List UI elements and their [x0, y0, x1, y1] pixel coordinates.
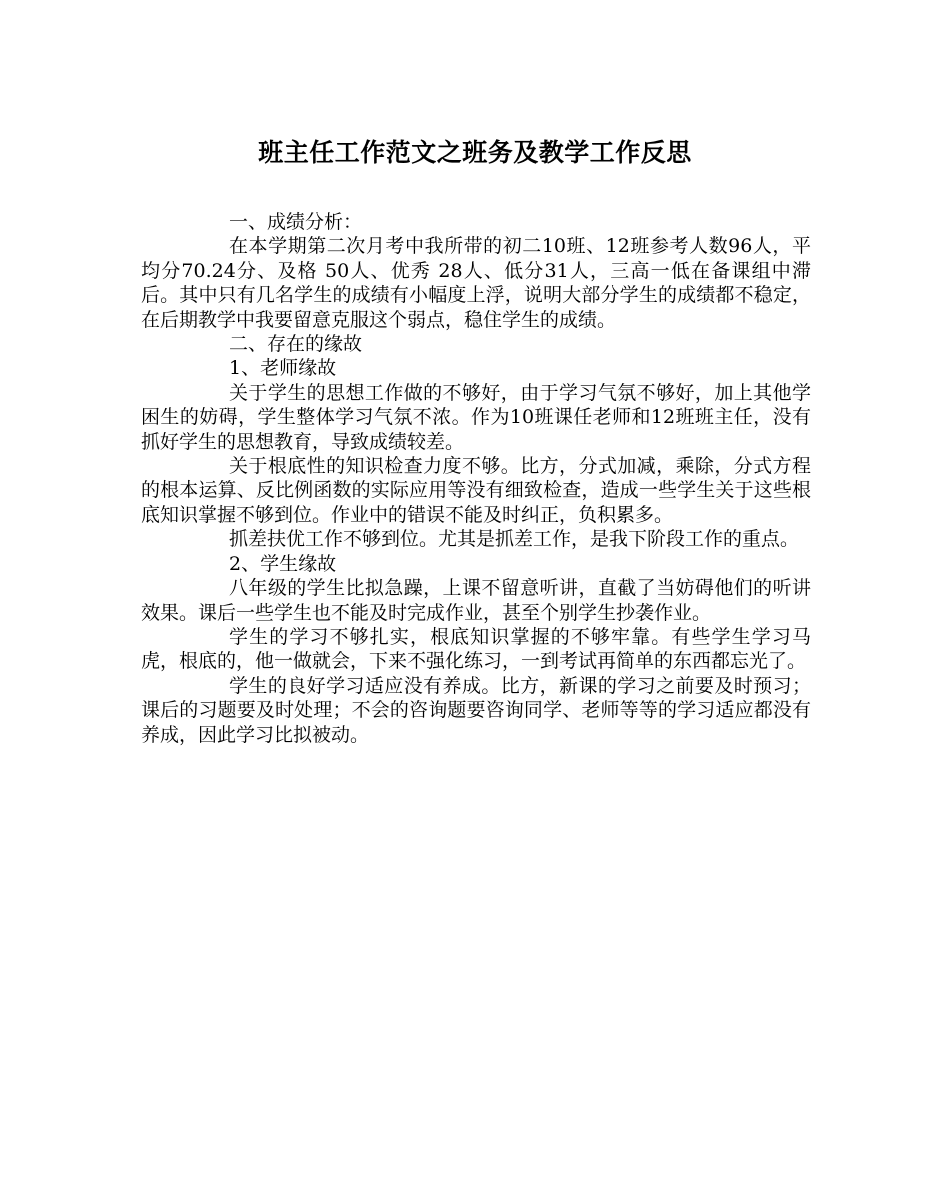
paragraph-score-analysis: 在本学期第二次月考中我所带的初二10班、12班参考人数96人，平均分70.24分、及格 50人、优秀 28人、低分31人，三高一低在备课组中滞后。其中只有几名学生的成绩有小幅度上浮，说明大部分学生的成绩都不稳定，在后期教学中我要留意克服这个弱点，稳住学生的成绩。 [141, 235, 811, 331]
paragraph-student-reason-1: 八年级的学生比拟急躁，上课不留意听讲，直截了当妨碍他们的听讲效果。课后一些学生也不能及时完成作业，甚至个别学生抄袭作业。 [141, 577, 811, 624]
document-body [141, 210, 811, 747]
paragraph-teacher-reason-1: 关于学生的思想工作做的不够好，由于学习气氛不够好，加上其他学困生的妨碍，学生整体学习气氛不浓。作为10班课任老师和12班班主任，没有抓好学生的思想教育，导致成绩较差。 [141, 381, 811, 453]
document-title: 班主任工作范文之班务及教学工作反思 [258, 138, 692, 167]
paragraph-student-reason-3: 学生的良好学习适应没有养成。比方，新课的学习之前要及时预习；课后的习题要及时处理；不会的咨询题要咨询同学、老师等等的学习适应都没有养成，因此学习比拟被动。 [141, 674, 811, 746]
paragraph-teacher-reason-3: 抓差扶优工作不够到位。尤其是抓差工作，是我下阶段工作的重点。 [229, 528, 800, 551]
paragraph-section-1-heading: 一、成绩分析： [229, 211, 363, 233]
paragraph-student-reasons-heading: 2、学生缘故 [229, 552, 337, 575]
paragraph-teacher-reasons-heading: 1、老师缘故 [229, 357, 337, 380]
paragraph-section-2-heading: 二、存在的缘故 [229, 333, 363, 356]
paragraph-student-reason-2: 学生的学习不够扎实，根底知识掌握的不够牢靠。有些学生学习马虎，根底的，他一做就会，下来不强化练习，一到考试再简单的东西都忘光了。 [141, 625, 811, 673]
paragraph-teacher-reason-2: 关于根底性的知识检查力度不够。比方，分式加减，乘除，分式方程的根本运算、反比例函数的实际应用等没有细致检查，造成一些学生关于这些根底知识掌握不够到位。作业中的错误不能及时纠正，负积累多。 [141, 455, 811, 526]
